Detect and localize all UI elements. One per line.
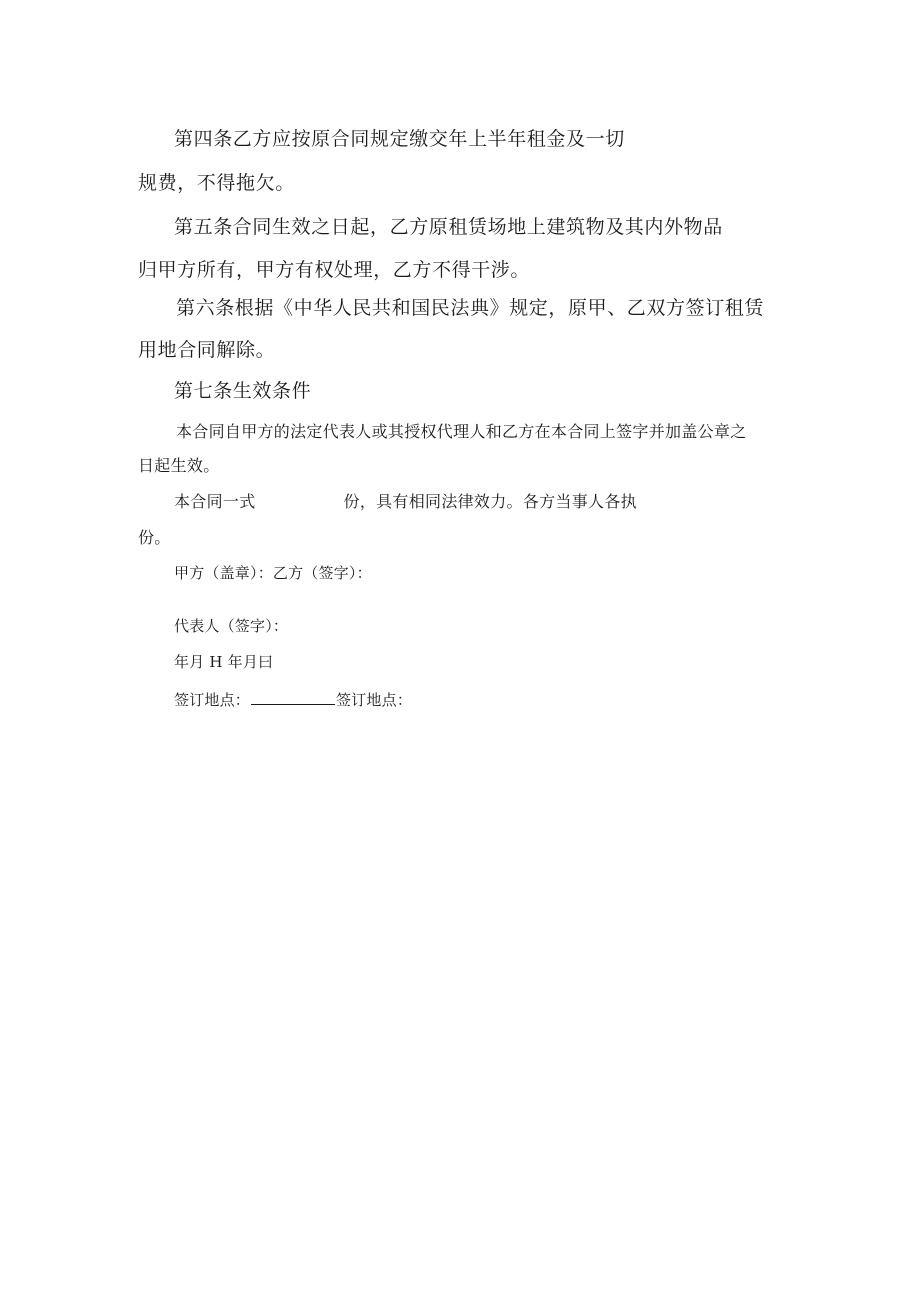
article-7-paragraph-line-2: 日起生效。 xyxy=(138,456,220,475)
copies-text-part-2: 份，具有相同法律效力。各方当事人各执 xyxy=(343,492,637,511)
article-5-line-1: 第五条合同生效之日起，乙方原租赁场地上建筑物及其内外物品 xyxy=(174,216,723,238)
article-7-title: 第七条生效条件 xyxy=(174,380,312,402)
article-4-line-1: 第四条乙方应按原合同规定缴交年上半年租金及一切 xyxy=(174,128,625,150)
article-6-line-2: 用地合同解除。 xyxy=(138,339,276,361)
parties-signature-line: 甲方（盖章）：乙方（签字）： xyxy=(174,564,372,582)
article-6-line-1: 第六条根据《中华人民共和国民法典》规定，原甲、乙双方签订租赁 xyxy=(176,297,765,319)
date-line: 年月 H 年月曰 xyxy=(174,653,274,671)
copies-text-part-1: 本合同一式 xyxy=(174,492,256,511)
article-4-line-2: 规费，不得拖欠。 xyxy=(138,172,295,194)
signing-place-blank xyxy=(251,690,335,705)
signing-place-label-b: 签订地点： xyxy=(336,691,413,709)
signing-place-label-a: 签订地点： xyxy=(174,691,251,709)
representative-signature-line: 代表人（签字）： xyxy=(174,617,289,635)
copies-line-2: 份。 xyxy=(138,528,171,547)
article-7-paragraph-line-1: 本合同自甲方的法定代表人或其授权代理人和乙方在本合同上签字并加盖公章之 xyxy=(176,422,747,441)
copies-line xyxy=(174,494,637,510)
signing-place-line xyxy=(174,690,412,708)
article-5-line-2: 归甲方所有，甲方有权处理，乙方不得干涉。 xyxy=(138,259,531,281)
